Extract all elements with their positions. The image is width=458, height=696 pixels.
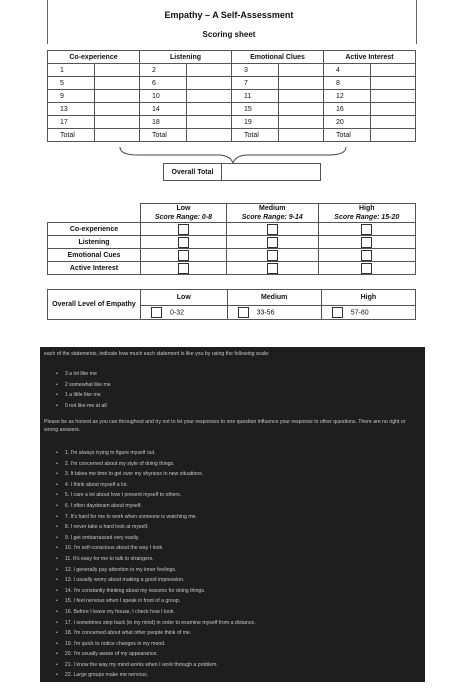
range-header-row bbox=[48, 204, 416, 223]
checkbox-cell bbox=[226, 262, 318, 275]
score-cell[interactable] bbox=[371, 90, 416, 103]
column-header: Listening bbox=[140, 51, 232, 64]
list-item: • 13. I usually worry about making a good impression. bbox=[56, 575, 256, 586]
table-row bbox=[48, 64, 416, 77]
item-number: 17 bbox=[48, 116, 95, 129]
table-row bbox=[48, 116, 416, 129]
item-number: 20 bbox=[324, 116, 371, 129]
score-cell[interactable] bbox=[95, 90, 140, 103]
item-number: 5 bbox=[48, 77, 95, 90]
list-item: • 15. I feel nervous when I speak in front of a group. bbox=[56, 596, 256, 607]
scale-intro: each of the statements, indicate how much each statement is like you by using the following scale: bbox=[44, 351, 270, 357]
checkbox[interactable] bbox=[267, 224, 278, 235]
range-header-low bbox=[141, 204, 227, 223]
score-cell[interactable] bbox=[187, 64, 232, 77]
range-text: Score Range: 9-14 bbox=[241, 214, 303, 221]
list-item: • 7. It's hard for me to work when someone is watching me. bbox=[56, 512, 256, 523]
score-cell[interactable] bbox=[371, 116, 416, 129]
scoring-header-row bbox=[48, 51, 416, 64]
list-item: • 4. I think about myself a lot. bbox=[56, 480, 256, 491]
column-header: Active Interest bbox=[324, 51, 416, 64]
item-number: 16 bbox=[324, 103, 371, 116]
item-number: 1 bbox=[48, 64, 95, 77]
checkbox-cell bbox=[141, 262, 227, 275]
score-cell[interactable] bbox=[279, 103, 324, 116]
checkbox-cell bbox=[318, 249, 415, 262]
list-item: • 3 a lot like me bbox=[56, 369, 111, 380]
item-number: 13 bbox=[48, 103, 95, 116]
checkbox-cell bbox=[226, 249, 318, 262]
list-item: • 16. Before I leave my house, I check how I look. bbox=[56, 607, 256, 618]
total-cell[interactable] bbox=[187, 129, 232, 142]
list-item: • 14. I'm constantly thinking about my reasons for doing things. bbox=[56, 586, 256, 597]
table-row bbox=[48, 236, 416, 249]
level-header: Low bbox=[141, 290, 228, 306]
score-range-table bbox=[47, 203, 416, 275]
list-item: • 6. I often daydream about myself. bbox=[56, 501, 256, 512]
checkbox-cell bbox=[226, 223, 318, 236]
instructions-panel bbox=[40, 347, 425, 682]
item-number: 19 bbox=[232, 116, 279, 129]
item-number: 7 bbox=[232, 77, 279, 90]
total-label: Total bbox=[324, 129, 371, 142]
total-label: Total bbox=[140, 129, 187, 142]
scale-list bbox=[56, 369, 111, 411]
checkbox[interactable] bbox=[267, 250, 278, 261]
checkbox-cell bbox=[141, 223, 227, 236]
checkbox[interactable] bbox=[178, 237, 189, 248]
checkbox[interactable] bbox=[178, 224, 189, 235]
item-number: 8 bbox=[324, 77, 371, 90]
score-cell[interactable] bbox=[279, 116, 324, 129]
total-label: Total bbox=[48, 129, 95, 142]
list-item: • 22. Large groups make me nervous. bbox=[56, 670, 256, 681]
checkbox[interactable] bbox=[332, 307, 343, 318]
total-cell[interactable] bbox=[371, 129, 416, 142]
overall-total-label: Overall Total bbox=[164, 164, 222, 181]
list-item: • 2 somewhat like me bbox=[56, 380, 111, 391]
item-number: 10 bbox=[140, 90, 187, 103]
list-item: • 11. It's easy for me to talk to strangers. bbox=[56, 554, 256, 565]
column-header: Co-experience bbox=[48, 51, 140, 64]
level-name: Low bbox=[176, 205, 191, 212]
checkbox[interactable] bbox=[361, 237, 372, 248]
score-cell[interactable] bbox=[187, 116, 232, 129]
list-item: • 17. I sometimes step back (in my mind) in order to examine myself from a distance. bbox=[56, 618, 256, 629]
list-item: • 19. I'm quick to notice changes in my mood. bbox=[56, 639, 256, 650]
checkbox[interactable] bbox=[238, 307, 249, 318]
score-cell[interactable] bbox=[279, 90, 324, 103]
total-cell[interactable] bbox=[279, 129, 324, 142]
range-header-high bbox=[318, 204, 415, 223]
list-item: • 2. I'm concerned about my style of doing things. bbox=[56, 459, 256, 470]
checkbox-cell bbox=[226, 236, 318, 249]
range-text: Score Range: 0-8 bbox=[154, 214, 213, 221]
table-row bbox=[48, 249, 416, 262]
total-label: Total bbox=[232, 129, 279, 142]
checkbox-cell bbox=[318, 236, 415, 249]
checkbox[interactable] bbox=[361, 224, 372, 235]
row-label: Active Interest bbox=[48, 262, 141, 275]
corner-cell bbox=[48, 204, 141, 223]
item-number: 14 bbox=[140, 103, 187, 116]
level-header: High bbox=[321, 290, 415, 306]
level-name: Medium bbox=[259, 205, 286, 212]
checkbox[interactable] bbox=[267, 263, 278, 274]
checkbox-cell bbox=[141, 236, 227, 249]
list-item: • 18. I'm concerned about what other people think of me. bbox=[56, 628, 256, 639]
list-item: • 1. I'm always trying to figure myself out. bbox=[56, 448, 256, 459]
score-cell[interactable] bbox=[95, 103, 140, 116]
overall-level-label: Overall Level of Empathy bbox=[48, 290, 141, 320]
score-cell[interactable] bbox=[371, 103, 416, 116]
table-row bbox=[48, 77, 416, 90]
item-number: 2 bbox=[140, 64, 187, 77]
item-number: 3 bbox=[232, 64, 279, 77]
item-number: 15 bbox=[232, 103, 279, 116]
list-item: • 3. It takes me time to get over my shyness in new situations. bbox=[56, 469, 256, 480]
score-cell[interactable] bbox=[187, 77, 232, 90]
list-item: • 9. I get embarrassed very easily. bbox=[56, 533, 256, 544]
statement-list bbox=[56, 448, 256, 681]
checkbox[interactable] bbox=[361, 263, 372, 274]
level-range: 57-80 bbox=[350, 309, 369, 317]
checkbox[interactable] bbox=[267, 237, 278, 248]
range-text: Score Range: 15-20 bbox=[334, 214, 400, 221]
row-label: Listening bbox=[48, 236, 141, 249]
total-cell[interactable] bbox=[95, 129, 140, 142]
score-cell[interactable] bbox=[279, 77, 324, 90]
list-item: • 12. I generally pay attention to my inner feelings. bbox=[56, 565, 256, 576]
level-name: High bbox=[359, 205, 375, 212]
score-cell[interactable] bbox=[371, 64, 416, 77]
item-number: 9 bbox=[48, 90, 95, 103]
score-cell[interactable] bbox=[187, 90, 232, 103]
level-range: 0-32 bbox=[170, 309, 185, 317]
curly-brace-connector bbox=[118, 145, 348, 165]
item-number: 12 bbox=[324, 90, 371, 103]
column-header: Emotional Clues bbox=[232, 51, 324, 64]
checkbox-cell bbox=[141, 249, 227, 262]
level-option-low bbox=[141, 306, 228, 320]
page-title: Empathy – A Self-Assessment bbox=[164, 10, 294, 20]
scoring-table bbox=[47, 50, 416, 142]
list-item: • 10. I'm self-conscious about the way I look. bbox=[56, 543, 256, 554]
checkbox-cell bbox=[318, 262, 415, 275]
item-number: 6 bbox=[140, 77, 187, 90]
item-number: 18 bbox=[140, 116, 187, 129]
total-row bbox=[48, 129, 416, 142]
page-subtitle: Scoring sheet bbox=[202, 30, 256, 39]
list-item: • 21. I know the way my mind works when I work through a problem. bbox=[56, 660, 256, 671]
honesty-note: Please be as honest as you can throughout and try not to let your responses to one question influence your response to other questions. There are no right or wrong answers. bbox=[44, 419, 406, 433]
score-cell[interactable] bbox=[371, 77, 416, 90]
table-row bbox=[48, 103, 416, 116]
range-header-medium bbox=[226, 204, 318, 223]
checkbox-cell bbox=[318, 223, 415, 236]
list-item: • 0 not like me at all bbox=[56, 401, 111, 412]
row-label: Emotional Cues bbox=[48, 249, 141, 262]
item-number: 4 bbox=[324, 64, 371, 77]
table-row bbox=[48, 262, 416, 275]
level-option-medium bbox=[227, 306, 321, 320]
row-label: Co-experience bbox=[48, 223, 141, 236]
table-row bbox=[48, 90, 416, 103]
checkbox[interactable] bbox=[151, 307, 162, 318]
level-header-row bbox=[48, 290, 416, 306]
level-option-high bbox=[321, 306, 415, 320]
list-item: • 8. I never take a hard look at myself. bbox=[56, 522, 256, 533]
level-range: 33-56 bbox=[256, 309, 275, 317]
item-number: 11 bbox=[232, 90, 279, 103]
overall-total-field[interactable] bbox=[222, 164, 321, 181]
checkbox[interactable] bbox=[178, 250, 189, 261]
checkbox[interactable] bbox=[178, 263, 189, 274]
list-item: • 1 a little like me bbox=[56, 390, 111, 401]
score-cell[interactable] bbox=[95, 77, 140, 90]
checkbox[interactable] bbox=[361, 250, 372, 261]
score-cell[interactable] bbox=[187, 103, 232, 116]
overall-level-table bbox=[47, 289, 416, 320]
level-header: Medium bbox=[227, 290, 321, 306]
list-item: • 20. I'm usually aware of my appearance. bbox=[56, 649, 256, 660]
score-cell[interactable] bbox=[95, 64, 140, 77]
table-row bbox=[48, 223, 416, 236]
score-cell[interactable] bbox=[95, 116, 140, 129]
score-cell[interactable] bbox=[279, 64, 324, 77]
overall-total-box bbox=[163, 163, 321, 181]
list-item: • 5. I care a lot about how I present myself to others. bbox=[56, 490, 256, 501]
